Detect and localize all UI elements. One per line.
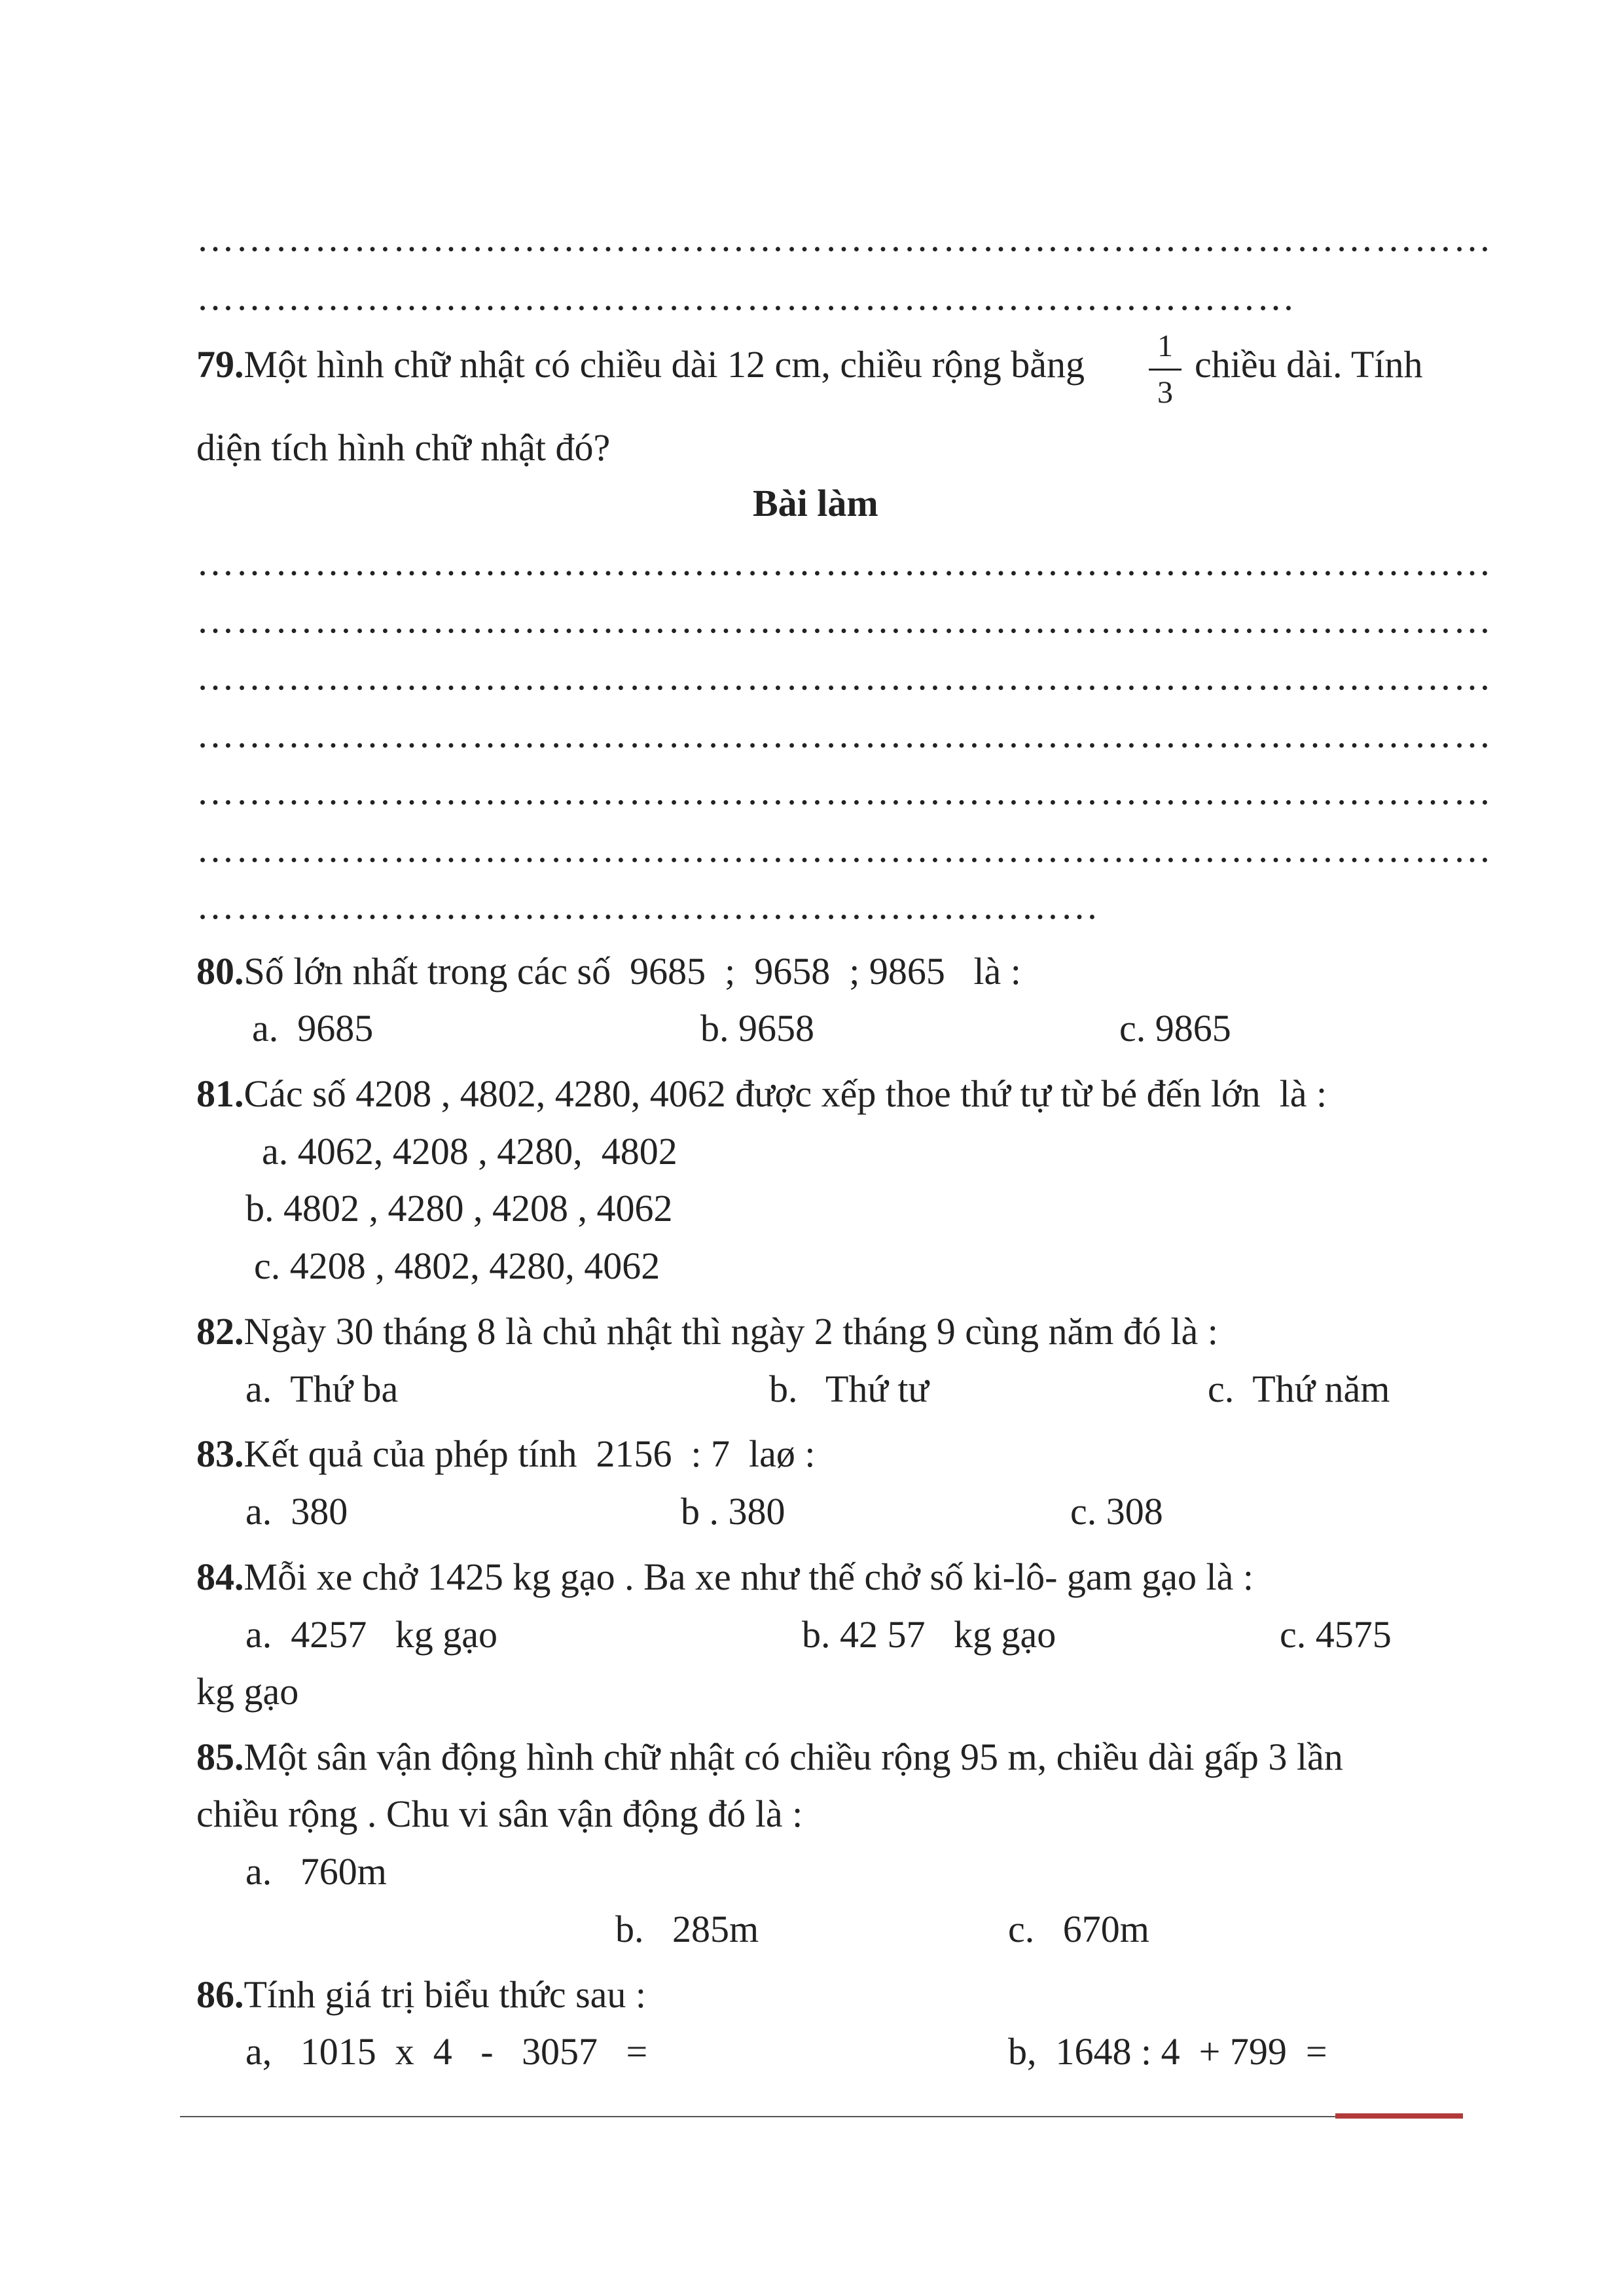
option-b: b. 9658 [700,1007,814,1049]
question-text: Kết quả của phép tính 2156 : 7 laø : [244,1432,816,1475]
answer-line: ……………………………………………………………………………………… [196,655,1492,698]
question-text-cont: chiều dài. Tính [1195,343,1423,386]
answer-line: ……………………………………………………………………………………… [196,541,1492,583]
answer-line: ……………………………………………………………………………………… [196,598,1492,641]
option-a: a. 760m [245,1850,387,1893]
question-83 [196,1432,816,1475]
answer-line: ……………………………………………………………………………………… [196,217,1492,259]
option-a: a. 4062, 4208 , 4280, 4802 [262,1130,677,1173]
option-c-cont: kg gạo [196,1670,299,1713]
option-b: b. 285m [615,1908,759,1950]
answer-line: ……………………………………………………………………………………… [196,770,1492,812]
question-number: 79. [196,343,244,386]
question-number: 82. [196,1310,244,1353]
question-number: 84. [196,1556,244,1598]
question-text: Mỗi xe chở 1425 kg gạo . Ba xe như thế chở số ki-lô- gam gạo là : [244,1556,1254,1598]
option-c: c. 308 [1070,1490,1163,1533]
option-a: a. 9685 [252,1007,374,1049]
answer-line: …………………………………………………………… [196,884,1100,927]
question-text: Tính giá trị biểu thức sau : [244,1973,647,2016]
option-a: a. Thứ ba [245,1368,399,1410]
question-text: Một hình chữ nhật có chiều dài 12 cm, chiều rộng bằng [244,343,1085,386]
question-86 [196,1973,647,2016]
question-number: 85. [196,1736,244,1778]
fraction-bar [1149,369,1182,371]
question-text: Ngày 30 tháng 8 là chủ nhật thì ngày 2 tháng 9 cùng năm đó là : [244,1310,1218,1353]
option-c: c. Thứ năm [1208,1368,1390,1410]
question-number: 80. [196,950,244,993]
question-81 [196,1072,1327,1115]
question-82 [196,1310,1218,1353]
option-b: b . 380 [681,1490,785,1533]
question-text: Một sân vận động hình chữ nhật có chiều rộng 95 m, chiều dài gấp 3 lần [244,1736,1343,1778]
option-a: a. 4257 kg gạo [245,1613,497,1656]
option-c: c. 9865 [1119,1007,1231,1049]
expression-a: a, 1015 x 4 - 3057 = [245,2030,648,2073]
question-number: 86. [196,1973,244,2016]
footer-accent [1335,2113,1463,2119]
answer-line: ………………………………………………………………………… [196,276,1296,318]
question-number: 83. [196,1432,244,1475]
option-b: b. 42 57 kg gạo [802,1613,1056,1656]
fraction-denominator: 3 [1157,375,1173,410]
question-85 [196,1738,1343,1776]
option-c: c. 670m [1008,1908,1149,1950]
question-text-cont: diện tích hình chữ nhật đó? [196,426,611,469]
question-80 [196,950,1021,993]
fraction [1149,331,1182,409]
option-a: a. 380 [245,1490,348,1533]
question-number: 81. [196,1072,244,1115]
question-text: Số lớn nhất trong các số 9685 ; 9658 ; 9865 là : [244,950,1021,993]
question-84 [196,1558,1254,1596]
question-79 [196,343,1085,386]
answer-line: ……………………………………………………………………………………… [196,713,1492,756]
option-c: c. 4575 [1280,1613,1392,1656]
option-c: c. 4208 , 4802, 4280, 4062 [254,1245,660,1287]
question-text-cont: chiều rộng . Chu vi sân vận động đó là : [196,1793,803,1835]
option-b: b. 4802 , 4280 , 4208 , 4062 [245,1187,673,1230]
fraction-numerator: 1 [1157,329,1173,363]
option-b: b. Thứ tư [769,1368,929,1410]
footer-rule [180,2116,1335,2117]
answer-heading: Bài làm [753,482,878,524]
expression-b: b, 1648 : 4 + 799 = [1008,2030,1327,2073]
question-text: Các số 4208 , 4802, 4280, 4062 được xếp thoe thứ tự từ bé đến lớn là : [244,1072,1327,1115]
answer-line: ……………………………………………………………………………………… [196,828,1492,870]
